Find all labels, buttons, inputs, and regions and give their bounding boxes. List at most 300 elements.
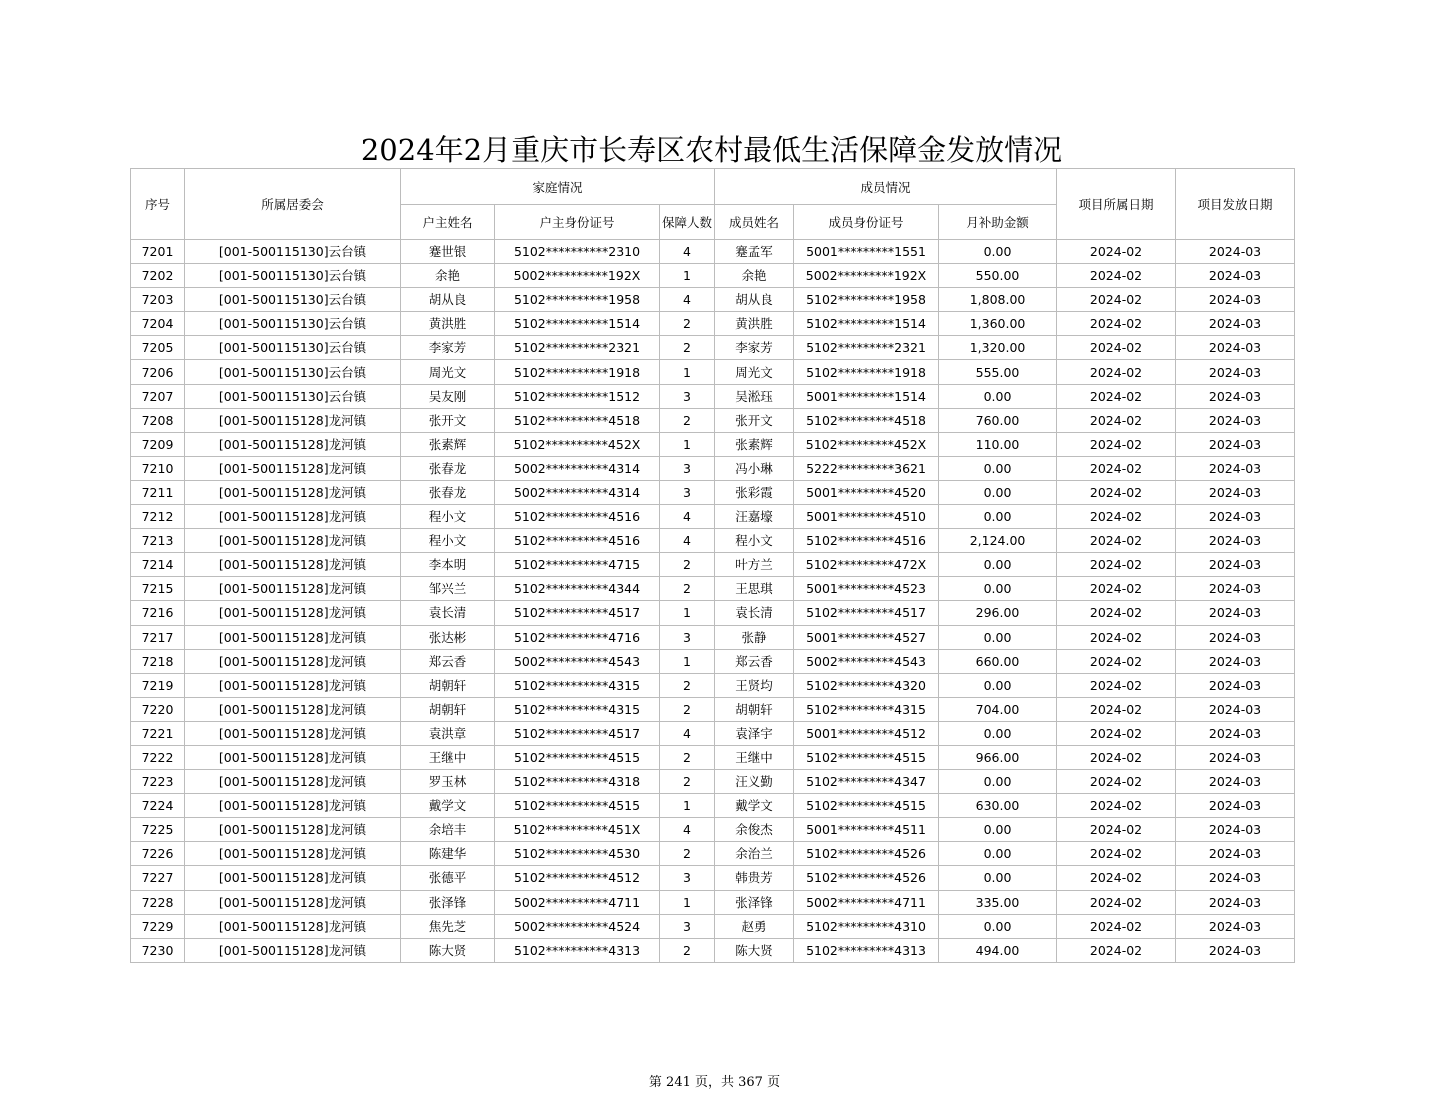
cell-member-id: 5001*********4527 [794, 625, 939, 649]
cell-seq: 7204 [131, 312, 185, 336]
cell-project-date: 2024-02 [1057, 384, 1176, 408]
table-row [131, 312, 1295, 336]
cell-committee: [001-500115130]云台镇 [185, 312, 401, 336]
cell-committee: [001-500115128]龙河镇 [185, 529, 401, 553]
cell-issue-date: 2024-03 [1176, 480, 1295, 504]
table-row [131, 818, 1295, 842]
cell-project-date: 2024-02 [1057, 264, 1176, 288]
cell-member-id: 5102*********4347 [794, 770, 939, 794]
cell-member-id: 5102*********4518 [794, 408, 939, 432]
cell-covered-count: 2 [660, 312, 715, 336]
header-seq: 序号 [131, 169, 185, 240]
table-row [131, 553, 1295, 577]
cell-project-date: 2024-02 [1057, 745, 1176, 769]
cell-project-date: 2024-02 [1057, 408, 1176, 432]
cell-covered-count: 2 [660, 745, 715, 769]
cell-head-name: 张春龙 [401, 456, 495, 480]
cell-covered-count: 4 [660, 529, 715, 553]
cell-head-name: 蹇世银 [401, 240, 495, 264]
cell-covered-count: 4 [660, 721, 715, 745]
cell-head-id: 5102**********4530 [495, 842, 660, 866]
cell-head-name: 陈大贤 [401, 938, 495, 962]
cell-seq: 7210 [131, 456, 185, 480]
table-row [131, 625, 1295, 649]
cell-head-name: 袁洪章 [401, 721, 495, 745]
cell-head-id: 5102**********4515 [495, 745, 660, 769]
cell-seq: 7218 [131, 649, 185, 673]
cell-member-id: 5222*********3621 [794, 456, 939, 480]
cell-member-name: 韩贵芳 [715, 866, 794, 890]
cell-committee: [001-500115128]龙河镇 [185, 890, 401, 914]
cell-committee: [001-500115128]龙河镇 [185, 938, 401, 962]
table-row [131, 914, 1295, 938]
cell-committee: [001-500115128]龙河镇 [185, 770, 401, 794]
cell-seq: 7216 [131, 601, 185, 625]
cell-seq: 7214 [131, 553, 185, 577]
cell-head-id: 5102**********4318 [495, 770, 660, 794]
header-member-name: 成员姓名 [715, 205, 794, 240]
table-row [131, 649, 1295, 673]
cell-committee: [001-500115130]云台镇 [185, 240, 401, 264]
cell-member-id: 5102*********1514 [794, 312, 939, 336]
cell-covered-count: 2 [660, 673, 715, 697]
cell-monthly-amount: 0.00 [939, 914, 1057, 938]
cell-member-name: 王继中 [715, 745, 794, 769]
cell-issue-date: 2024-03 [1176, 456, 1295, 480]
table-row [131, 336, 1295, 360]
cell-issue-date: 2024-03 [1176, 288, 1295, 312]
cell-monthly-amount: 0.00 [939, 673, 1057, 697]
cell-project-date: 2024-02 [1057, 360, 1176, 384]
cell-monthly-amount: 630.00 [939, 794, 1057, 818]
cell-project-date: 2024-02 [1057, 697, 1176, 721]
cell-member-id: 5102*********4526 [794, 842, 939, 866]
cell-head-id: 5102**********452X [495, 432, 660, 456]
cell-monthly-amount: 660.00 [939, 649, 1057, 673]
cell-covered-count: 3 [660, 384, 715, 408]
cell-covered-count: 2 [660, 577, 715, 601]
table-row [131, 577, 1295, 601]
cell-monthly-amount: 494.00 [939, 938, 1057, 962]
cell-head-name: 黄洪胜 [401, 312, 495, 336]
cell-member-name: 戴学文 [715, 794, 794, 818]
cell-member-id: 5001*********4511 [794, 818, 939, 842]
cell-head-name: 李本明 [401, 553, 495, 577]
cell-project-date: 2024-02 [1057, 649, 1176, 673]
cell-committee: [001-500115128]龙河镇 [185, 818, 401, 842]
cell-monthly-amount: 0.00 [939, 866, 1057, 890]
cell-member-name: 李家芳 [715, 336, 794, 360]
cell-head-id: 5102**********2321 [495, 336, 660, 360]
cell-covered-count: 3 [660, 866, 715, 890]
cell-head-id: 5102**********4515 [495, 794, 660, 818]
cell-project-date: 2024-02 [1057, 601, 1176, 625]
cell-committee: [001-500115128]龙河镇 [185, 673, 401, 697]
cell-seq: 7203 [131, 288, 185, 312]
cell-head-name: 程小文 [401, 529, 495, 553]
cell-project-date: 2024-02 [1057, 480, 1176, 504]
cell-issue-date: 2024-03 [1176, 673, 1295, 697]
cell-covered-count: 1 [660, 649, 715, 673]
cell-committee: [001-500115128]龙河镇 [185, 842, 401, 866]
cell-head-id: 5002**********4543 [495, 649, 660, 673]
cell-covered-count: 1 [660, 794, 715, 818]
cell-member-name: 吴淞珏 [715, 384, 794, 408]
cell-monthly-amount: 555.00 [939, 360, 1057, 384]
cell-seq: 7208 [131, 408, 185, 432]
cell-issue-date: 2024-03 [1176, 866, 1295, 890]
cell-member-name: 胡朝轩 [715, 697, 794, 721]
cell-member-id: 5001*********1551 [794, 240, 939, 264]
table-row [131, 673, 1295, 697]
cell-member-name: 张泽锋 [715, 890, 794, 914]
cell-head-name: 罗玉林 [401, 770, 495, 794]
table-header [131, 169, 1295, 240]
table-row [131, 505, 1295, 529]
cell-head-id: 5102**********4516 [495, 505, 660, 529]
cell-member-id: 5002*********192X [794, 264, 939, 288]
cell-head-name: 余培丰 [401, 818, 495, 842]
cell-project-date: 2024-02 [1057, 240, 1176, 264]
cell-member-name: 张彩霞 [715, 480, 794, 504]
cell-member-id: 5002*********4543 [794, 649, 939, 673]
cell-committee: [001-500115128]龙河镇 [185, 480, 401, 504]
cell-member-name: 赵勇 [715, 914, 794, 938]
cell-project-date: 2024-02 [1057, 842, 1176, 866]
cell-issue-date: 2024-03 [1176, 336, 1295, 360]
cell-monthly-amount: 0.00 [939, 770, 1057, 794]
table-row [131, 408, 1295, 432]
cell-committee: [001-500115128]龙河镇 [185, 553, 401, 577]
cell-member-id: 5001*********4512 [794, 721, 939, 745]
table-row [131, 745, 1295, 769]
cell-head-name: 胡朝轩 [401, 697, 495, 721]
cell-project-date: 2024-02 [1057, 312, 1176, 336]
table-row [131, 288, 1295, 312]
table-row [131, 770, 1295, 794]
cell-member-id: 5102*********4526 [794, 866, 939, 890]
cell-committee: [001-500115128]龙河镇 [185, 505, 401, 529]
cell-head-id: 5102**********4344 [495, 577, 660, 601]
cell-issue-date: 2024-03 [1176, 553, 1295, 577]
cell-covered-count: 1 [660, 890, 715, 914]
cell-seq: 7220 [131, 697, 185, 721]
cell-issue-date: 2024-03 [1176, 240, 1295, 264]
cell-covered-count: 2 [660, 770, 715, 794]
cell-seq: 7225 [131, 818, 185, 842]
cell-committee: [001-500115130]云台镇 [185, 360, 401, 384]
cell-seq: 7221 [131, 721, 185, 745]
cell-issue-date: 2024-03 [1176, 264, 1295, 288]
cell-project-date: 2024-02 [1057, 577, 1176, 601]
cell-project-date: 2024-02 [1057, 890, 1176, 914]
cell-monthly-amount: 0.00 [939, 384, 1057, 408]
cell-monthly-amount: 110.00 [939, 432, 1057, 456]
cell-member-name: 余艳 [715, 264, 794, 288]
cell-monthly-amount: 0.00 [939, 480, 1057, 504]
cell-covered-count: 4 [660, 240, 715, 264]
cell-issue-date: 2024-03 [1176, 360, 1295, 384]
cell-head-name: 焦先芝 [401, 914, 495, 938]
cell-committee: [001-500115128]龙河镇 [185, 601, 401, 625]
table-row [131, 721, 1295, 745]
cell-project-date: 2024-02 [1057, 794, 1176, 818]
cell-head-id: 5102**********4716 [495, 625, 660, 649]
cell-head-name: 张素辉 [401, 432, 495, 456]
cell-monthly-amount: 0.00 [939, 553, 1057, 577]
cell-issue-date: 2024-03 [1176, 384, 1295, 408]
cell-head-name: 袁长清 [401, 601, 495, 625]
cell-member-name: 王贤均 [715, 673, 794, 697]
cell-head-id: 5102**********2310 [495, 240, 660, 264]
cell-project-date: 2024-02 [1057, 288, 1176, 312]
cell-member-name: 余治兰 [715, 842, 794, 866]
cell-project-date: 2024-02 [1057, 770, 1176, 794]
page-footer: 第 241 页，共 367 页 [648, 1075, 781, 1090]
cell-head-name: 周光文 [401, 360, 495, 384]
cell-issue-date: 2024-03 [1176, 890, 1295, 914]
table-row [131, 384, 1295, 408]
cell-project-date: 2024-02 [1057, 432, 1176, 456]
cell-project-date: 2024-02 [1057, 505, 1176, 529]
cell-issue-date: 2024-03 [1176, 721, 1295, 745]
cell-covered-count: 2 [660, 553, 715, 577]
cell-member-id: 5102*********4515 [794, 794, 939, 818]
table-body [131, 240, 1295, 963]
cell-head-id: 5102**********4313 [495, 938, 660, 962]
cell-committee: [001-500115128]龙河镇 [185, 625, 401, 649]
table-row [131, 866, 1295, 890]
cell-head-id: 5102**********4315 [495, 697, 660, 721]
cell-member-name: 蹇孟军 [715, 240, 794, 264]
cell-covered-count: 3 [660, 456, 715, 480]
cell-member-name: 张开文 [715, 408, 794, 432]
header-monthly-amount: 月补助金额 [939, 205, 1057, 240]
cell-issue-date: 2024-03 [1176, 312, 1295, 336]
cell-seq: 7207 [131, 384, 185, 408]
cell-head-id: 5102**********4315 [495, 673, 660, 697]
cell-issue-date: 2024-03 [1176, 794, 1295, 818]
cell-head-name: 张达彬 [401, 625, 495, 649]
header-issue-date: 项目发放日期 [1176, 169, 1295, 240]
cell-project-date: 2024-02 [1057, 721, 1176, 745]
cell-committee: [001-500115128]龙河镇 [185, 432, 401, 456]
cell-monthly-amount: 0.00 [939, 577, 1057, 601]
cell-issue-date: 2024-03 [1176, 649, 1295, 673]
cell-issue-date: 2024-03 [1176, 408, 1295, 432]
cell-seq: 7206 [131, 360, 185, 384]
cell-seq: 7215 [131, 577, 185, 601]
table-row [131, 697, 1295, 721]
cell-committee: [001-500115130]云台镇 [185, 264, 401, 288]
table-row [131, 938, 1295, 962]
cell-committee: [001-500115128]龙河镇 [185, 794, 401, 818]
cell-head-name: 胡朝轩 [401, 673, 495, 697]
header-project-date: 项目所属日期 [1057, 169, 1176, 240]
table-row [131, 601, 1295, 625]
cell-covered-count: 2 [660, 938, 715, 962]
cell-member-name: 袁泽宇 [715, 721, 794, 745]
table-row [131, 794, 1295, 818]
cell-project-date: 2024-02 [1057, 456, 1176, 480]
cell-issue-date: 2024-03 [1176, 770, 1295, 794]
table-row [131, 360, 1295, 384]
cell-project-date: 2024-02 [1057, 914, 1176, 938]
cell-head-id: 5102**********1958 [495, 288, 660, 312]
cell-monthly-amount: 0.00 [939, 456, 1057, 480]
cell-monthly-amount: 2,124.00 [939, 529, 1057, 553]
cell-member-id: 5001*********4520 [794, 480, 939, 504]
cell-member-name: 叶方兰 [715, 553, 794, 577]
table-row [131, 240, 1295, 264]
cell-member-id: 5102*********1918 [794, 360, 939, 384]
cell-committee: [001-500115128]龙河镇 [185, 577, 401, 601]
cell-covered-count: 1 [660, 432, 715, 456]
cell-monthly-amount: 0.00 [939, 505, 1057, 529]
cell-head-id: 5102**********451X [495, 818, 660, 842]
cell-member-id: 5102*********4315 [794, 697, 939, 721]
cell-head-id: 5102**********4518 [495, 408, 660, 432]
cell-head-name: 李家芳 [401, 336, 495, 360]
cell-project-date: 2024-02 [1057, 529, 1176, 553]
cell-head-name: 张泽锋 [401, 890, 495, 914]
cell-monthly-amount: 1,360.00 [939, 312, 1057, 336]
cell-member-name: 王思琪 [715, 577, 794, 601]
cell-project-date: 2024-02 [1057, 673, 1176, 697]
cell-member-id: 5002*********4711 [794, 890, 939, 914]
cell-seq: 7226 [131, 842, 185, 866]
cell-covered-count: 3 [660, 625, 715, 649]
cell-committee: [001-500115128]龙河镇 [185, 866, 401, 890]
cell-head-name: 胡从良 [401, 288, 495, 312]
cell-head-name: 陈建华 [401, 842, 495, 866]
cell-member-name: 程小文 [715, 529, 794, 553]
cell-head-name: 张德平 [401, 866, 495, 890]
cell-member-id: 5102*********4516 [794, 529, 939, 553]
cell-member-id: 5102*********4517 [794, 601, 939, 625]
cell-issue-date: 2024-03 [1176, 818, 1295, 842]
cell-member-name: 周光文 [715, 360, 794, 384]
cell-covered-count: 3 [660, 480, 715, 504]
cell-issue-date: 2024-03 [1176, 938, 1295, 962]
table-row [131, 890, 1295, 914]
cell-head-id: 5102**********1512 [495, 384, 660, 408]
cell-head-id: 5102**********4715 [495, 553, 660, 577]
table-row [131, 842, 1295, 866]
cell-member-id: 5102*********4310 [794, 914, 939, 938]
cell-member-id: 5102*********2321 [794, 336, 939, 360]
cell-issue-date: 2024-03 [1176, 745, 1295, 769]
cell-head-id: 5102**********1514 [495, 312, 660, 336]
cell-monthly-amount: 1,808.00 [939, 288, 1057, 312]
cell-member-name: 袁长清 [715, 601, 794, 625]
cell-head-name: 王继中 [401, 745, 495, 769]
cell-head-name: 戴学文 [401, 794, 495, 818]
cell-head-id: 5102**********4516 [495, 529, 660, 553]
cell-monthly-amount: 550.00 [939, 264, 1057, 288]
cell-head-id: 5002**********4524 [495, 914, 660, 938]
table-row [131, 456, 1295, 480]
cell-member-name: 胡从良 [715, 288, 794, 312]
header-head-id: 户主身份证号 [495, 205, 660, 240]
cell-project-date: 2024-02 [1057, 818, 1176, 842]
cell-committee: [001-500115130]云台镇 [185, 336, 401, 360]
cell-head-name: 张开文 [401, 408, 495, 432]
cell-issue-date: 2024-03 [1176, 505, 1295, 529]
cell-member-name: 汪义勤 [715, 770, 794, 794]
cell-head-id: 5102**********4512 [495, 866, 660, 890]
header-covered-count: 保障人数 [660, 205, 715, 240]
cell-head-name: 郑云香 [401, 649, 495, 673]
cell-issue-date: 2024-03 [1176, 577, 1295, 601]
cell-covered-count: 1 [660, 601, 715, 625]
cell-seq: 7227 [131, 866, 185, 890]
cell-head-name: 程小文 [401, 505, 495, 529]
cell-head-name: 余艳 [401, 264, 495, 288]
cell-member-id: 5102*********4320 [794, 673, 939, 697]
cell-monthly-amount: 1,320.00 [939, 336, 1057, 360]
cell-seq: 7209 [131, 432, 185, 456]
cell-head-name: 邹兴兰 [401, 577, 495, 601]
cell-issue-date: 2024-03 [1176, 432, 1295, 456]
cell-project-date: 2024-02 [1057, 336, 1176, 360]
cell-member-id: 5001*********4523 [794, 577, 939, 601]
cell-member-name: 张静 [715, 625, 794, 649]
cell-member-name: 张素辉 [715, 432, 794, 456]
cell-head-name: 吴友刚 [401, 384, 495, 408]
cell-monthly-amount: 296.00 [939, 601, 1057, 625]
cell-covered-count: 1 [660, 264, 715, 288]
cell-monthly-amount: 0.00 [939, 721, 1057, 745]
cell-issue-date: 2024-03 [1176, 601, 1295, 625]
cell-member-id: 5102*********452X [794, 432, 939, 456]
cell-seq: 7228 [131, 890, 185, 914]
cell-member-id: 5102*********4515 [794, 745, 939, 769]
cell-covered-count: 4 [660, 818, 715, 842]
cell-committee: [001-500115128]龙河镇 [185, 697, 401, 721]
allowance-table [130, 168, 1295, 963]
cell-member-id: 5001*********1514 [794, 384, 939, 408]
cell-head-id: 5102**********4517 [495, 601, 660, 625]
cell-member-name: 余俊杰 [715, 818, 794, 842]
cell-head-id: 5002**********4314 [495, 480, 660, 504]
cell-covered-count: 2 [660, 408, 715, 432]
cell-committee: [001-500115128]龙河镇 [185, 649, 401, 673]
cell-seq: 7230 [131, 938, 185, 962]
cell-member-id: 5102*********1958 [794, 288, 939, 312]
cell-covered-count: 2 [660, 336, 715, 360]
cell-member-name: 陈大贤 [715, 938, 794, 962]
cell-member-id: 5001*********4510 [794, 505, 939, 529]
cell-member-name: 郑云香 [715, 649, 794, 673]
cell-covered-count: 2 [660, 697, 715, 721]
cell-monthly-amount: 0.00 [939, 818, 1057, 842]
table-row [131, 264, 1295, 288]
header-member-group: 成员情况 [715, 169, 1057, 205]
cell-seq: 7201 [131, 240, 185, 264]
cell-committee: [001-500115128]龙河镇 [185, 745, 401, 769]
cell-head-id: 5102**********4517 [495, 721, 660, 745]
cell-committee: [001-500115128]龙河镇 [185, 456, 401, 480]
cell-head-id: 5002**********4314 [495, 456, 660, 480]
cell-seq: 7202 [131, 264, 185, 288]
cell-project-date: 2024-02 [1057, 625, 1176, 649]
cell-seq: 7222 [131, 745, 185, 769]
cell-issue-date: 2024-03 [1176, 697, 1295, 721]
cell-seq: 7219 [131, 673, 185, 697]
cell-covered-count: 2 [660, 842, 715, 866]
cell-seq: 7213 [131, 529, 185, 553]
